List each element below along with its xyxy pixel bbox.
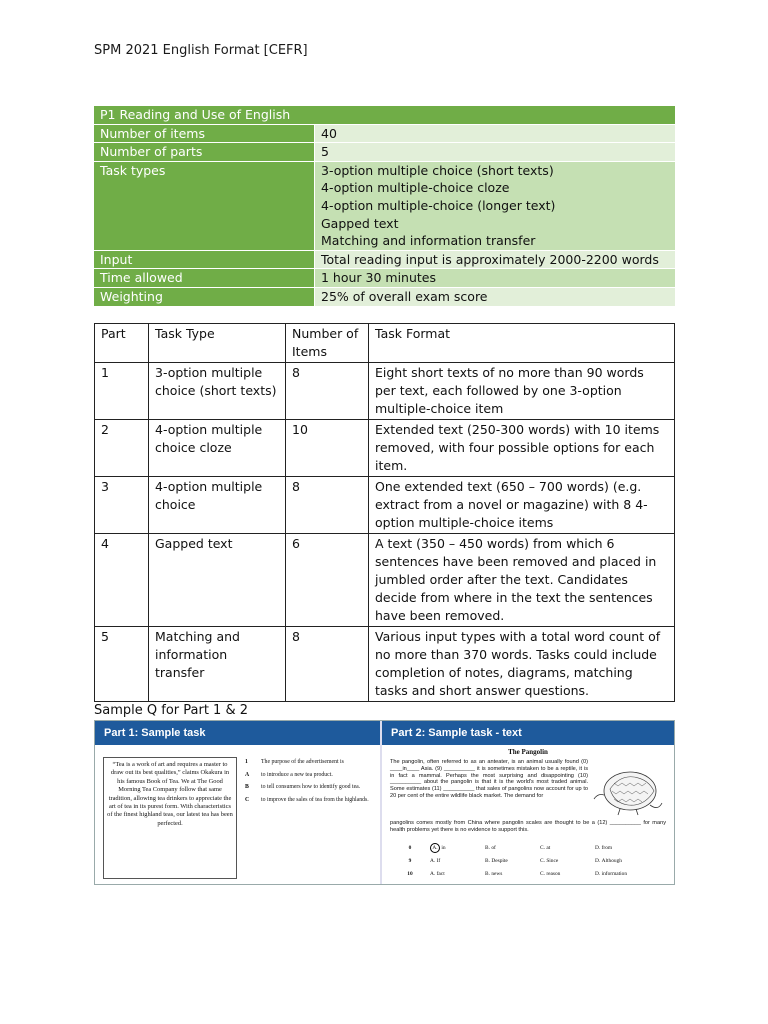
format-header-row xyxy=(95,324,675,363)
option-text: Despite xyxy=(491,857,508,864)
option-text: from xyxy=(601,844,613,851)
option-letter: D. xyxy=(595,844,601,851)
option-b xyxy=(485,858,540,864)
summary-value: 1 hour 30 minutes xyxy=(315,269,676,288)
option-letter: A. xyxy=(430,843,440,853)
option-text: If xyxy=(436,857,441,864)
task-format-cell: Various input types with a total word count of no more than 370 words. Tasks could include completion of notes, diagrams, matching tasks and short answer questions. xyxy=(369,627,675,702)
advertisement-text: “Tea is a work of art and requires a master to draw out its best qualities,” claims Okakura in his famous Book of Tea. We at The Good Morning Tea Company follow that same tradition, allowing tea drinkers to appreciate the art of tea in its purest form. With characteristics of the finest highland teas, our latest tea has been perfected. xyxy=(103,757,237,879)
option-row xyxy=(390,867,670,880)
option-letter: B xyxy=(245,784,249,790)
task-type-cell: Gapped text xyxy=(149,534,286,627)
question-number: 1 xyxy=(245,759,248,765)
option-row xyxy=(390,841,670,854)
items-cell: 8 xyxy=(286,477,369,534)
option-letter: B. xyxy=(485,844,490,851)
option-a xyxy=(430,871,485,877)
part-cell: 2 xyxy=(95,420,149,477)
task-type-cell: 3-option multiple choice (short texts) xyxy=(149,363,286,420)
summary-value: 40 xyxy=(315,124,676,143)
answer-option xyxy=(245,797,377,805)
task-type-line: 3-option multiple choice (short texts) xyxy=(321,162,554,178)
items-cell: 6 xyxy=(286,534,369,627)
item-number: 9 xyxy=(408,857,412,864)
option-text: reason xyxy=(546,870,561,877)
option-a xyxy=(430,858,485,864)
part-cell: 4 xyxy=(95,534,149,627)
passage-title: The Pangolin xyxy=(508,748,548,756)
task-type-cell: Matching and information transfer xyxy=(149,627,286,702)
option-text: to introduce a new tea product. xyxy=(261,771,333,778)
option-letter: C. xyxy=(540,870,545,877)
option-letter: D. xyxy=(595,857,601,864)
summary-key: Input xyxy=(94,250,315,269)
option-text: in xyxy=(441,844,446,851)
task-format-cell: One extended text (650 – 700 words) (e.g. extract from a novel or magazine) with 8 4-option multiple-choice items xyxy=(369,477,675,534)
option-text: information xyxy=(601,870,628,877)
summary-title: P1 Reading and Use of English xyxy=(94,106,675,124)
option-text: at xyxy=(546,844,551,851)
option-letter: C xyxy=(245,796,250,803)
part2-title-bar: Part 2: Sample task - text xyxy=(382,721,674,745)
part1-title-bar: Part 1: Sample task xyxy=(95,721,380,745)
question-stem xyxy=(245,759,377,767)
option-a xyxy=(430,843,485,853)
sample-section-title: Sample Q for Part 1 & 2 xyxy=(94,703,248,718)
option-text: of xyxy=(491,844,496,851)
task-type-cell: 4-option multiple choice cloze xyxy=(149,420,286,477)
column-header: Number of Items xyxy=(286,324,369,363)
summary-key: Time allowed xyxy=(94,269,315,288)
task-type-line: 4-option multiple-choice cloze xyxy=(321,180,510,196)
summary-key: Number of parts xyxy=(94,143,315,162)
cloze-options xyxy=(390,841,670,880)
part2-sample-panel xyxy=(382,721,674,884)
option-letter: A. xyxy=(430,857,436,864)
item-number: 0 xyxy=(408,844,412,851)
summary-value xyxy=(315,161,676,250)
option-letter: C. xyxy=(540,844,545,851)
option-text: Although xyxy=(601,857,622,864)
task-type-line: Gapped text xyxy=(321,215,399,231)
table-row xyxy=(95,627,675,702)
passage-text: The pangolin, often referred to as an anteater, is an animal usually found (0) ____in____ Asia. (9) __________ it is sometimes mistaken to be a reptile, it is in fact a mammal. Perhaps the most surprising and disappointing (10) __________ about the pangolin is that it is the world's most traded animal. Some estimates (11) __________ that sales of pangolins now account for up to 20 per cent of the entire wildlife black market. The demand for xyxy=(390,759,588,799)
option-letter: B. xyxy=(485,857,490,864)
part-cell: 1 xyxy=(95,363,149,420)
option-b xyxy=(485,871,540,877)
task-format-cell: A text (350 – 450 words) from which 6 sentences have been removed and placed in jumbled order after the text. Candidates decide from where in the text the sentences have been removed. xyxy=(369,534,675,627)
table-row xyxy=(95,534,675,627)
option-d xyxy=(595,845,650,851)
option-row xyxy=(390,854,670,867)
question-text: The purpose of the advertisement is xyxy=(261,759,344,765)
option-letter: D. xyxy=(595,870,601,877)
table-row xyxy=(95,477,675,534)
option-letter: C. xyxy=(540,857,545,864)
option-text: to tell consumers how to identify good tea. xyxy=(261,784,361,790)
summary-row xyxy=(94,269,675,288)
option-letter: A xyxy=(245,771,250,778)
part-cell: 3 xyxy=(95,477,149,534)
summary-value: 5 xyxy=(315,143,676,162)
summary-table xyxy=(94,106,675,307)
task-type-cell: 4-option multiple choice xyxy=(149,477,286,534)
part-cell: 5 xyxy=(95,627,149,702)
page-title: SPM 2021 English Format [CEFR] xyxy=(94,43,308,58)
passage-text-continued: pangolins comes mostly from China where pangolin scales are thought to be a (12) __________ for many health problems yet there is no evidence to support this. xyxy=(390,820,666,833)
task-type-line: 4-option multiple-choice (longer text) xyxy=(321,197,556,213)
summary-key: Task types xyxy=(94,161,315,250)
summary-value: Total reading input is approximately 2000-2200 words xyxy=(315,250,676,269)
items-cell: 8 xyxy=(286,363,369,420)
pangolin-illustration xyxy=(590,761,666,819)
summary-row xyxy=(94,161,675,250)
table-row xyxy=(95,420,675,477)
summary-row xyxy=(94,124,675,143)
items-cell: 10 xyxy=(286,420,369,477)
column-header: Task Format xyxy=(369,324,675,363)
option-text: news xyxy=(491,870,503,877)
option-d xyxy=(595,858,650,864)
part1-question xyxy=(245,759,377,809)
summary-row xyxy=(94,287,675,306)
column-header: Part xyxy=(95,324,149,363)
option-c xyxy=(540,845,595,851)
summary-key: Weighting xyxy=(94,287,315,306)
option-text: fact xyxy=(436,870,445,877)
summary-row xyxy=(94,250,675,269)
table-row xyxy=(95,363,675,420)
items-cell: 8 xyxy=(286,627,369,702)
task-type-line: Matching and information transfer xyxy=(321,233,536,249)
task-format-cell: Eight short texts of no more than 90 words per text, each followed by one 3-option multiple-choice item xyxy=(369,363,675,420)
summary-row xyxy=(94,143,675,162)
answer-option xyxy=(245,784,377,792)
part1-sample-panel xyxy=(95,721,382,884)
sample-question-image xyxy=(94,720,675,885)
option-b xyxy=(485,845,540,851)
item-number: 10 xyxy=(407,870,413,877)
option-text: to improve the sales of tea from the highlands. xyxy=(261,796,369,803)
option-d xyxy=(595,871,650,877)
summary-key: Number of items xyxy=(94,124,315,143)
option-text: Since xyxy=(546,857,559,864)
task-format-cell: Extended text (250-300 words) with 10 items removed, with four possible options for each item. xyxy=(369,420,675,477)
column-header: Task Type xyxy=(149,324,286,363)
option-letter: B. xyxy=(485,870,490,877)
format-table xyxy=(94,323,675,702)
summary-value: 25% of overall exam score xyxy=(315,287,676,306)
option-c xyxy=(540,871,595,877)
option-letter: A. xyxy=(430,870,436,877)
option-c xyxy=(540,858,595,864)
answer-option xyxy=(245,772,377,780)
